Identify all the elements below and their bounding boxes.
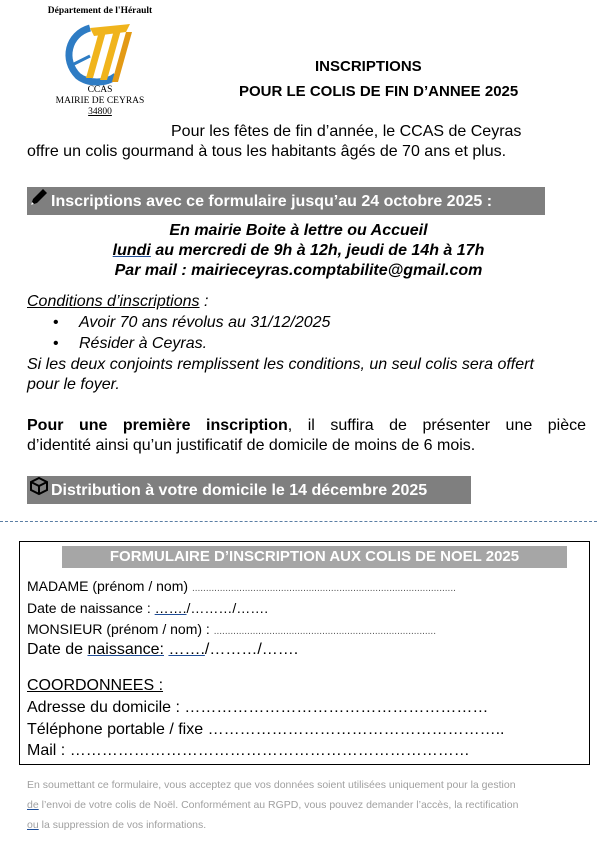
- contact-email: Par mail : mairieceyras.comptabilite@gmail.com: [114, 262, 483, 279]
- band1-text: Inscriptions avec ce formulaire jusqu’au 24 octobre 2025 :: [51, 193, 493, 211]
- distribution-band: [27, 476, 471, 504]
- title-line-1: INSCRIPTIONS: [315, 58, 422, 75]
- registration-form: [19, 541, 590, 765]
- intro-line-2: offre un colis gourmand à tous les habitants âgés de 70 ans et plus.: [27, 143, 507, 160]
- mail-field[interactable]: [27, 742, 470, 760]
- couple-line-2: pour le foyer.: [27, 376, 120, 393]
- madame-field[interactable]: [27, 578, 456, 594]
- rgpd-ou: ou: [27, 819, 39, 831]
- conditions-heading-text: Conditions d’inscriptions: [27, 293, 200, 310]
- coordinates-heading: COORDONNEES :: [27, 677, 164, 694]
- address-dots: …………………………………………………: [184, 699, 489, 716]
- logo-text: [40, 85, 160, 118]
- monsieur-label: MONSIEUR (prénom / nom) :: [27, 621, 210, 637]
- madame-dots: ...............................................................................................: [191, 583, 456, 594]
- package-icon: [29, 476, 51, 506]
- dob-madame-rest: /………/…….: [186, 600, 269, 616]
- logo-zip: 34800: [88, 107, 112, 117]
- rgpd-line-1: En soumettant ce formulaire, vous acceptez que vos données soient utilisées uniquement pour la gestion: [27, 779, 516, 791]
- contact-hours: au mercredi de 9h à 12h, jeudi de 14h à 17h: [150, 242, 485, 259]
- rgpd-line-3-rest: la suppression de vos informations.: [38, 819, 207, 831]
- contact-day: lundi: [112, 242, 151, 259]
- dob-monsieur-label-b: naissance:: [87, 641, 164, 658]
- cut-line: [0, 521, 597, 522]
- conditions-heading: [27, 292, 208, 312]
- contact-line-1: En mairie Boite à lettre ou Accueil: [169, 222, 428, 239]
- dob-madame-day: …….: [154, 600, 187, 616]
- rgpd-notice: [27, 775, 592, 835]
- mail-dots: …………………………………………………………………: [69, 742, 470, 759]
- mail-label: Mail :: [27, 742, 66, 759]
- first-registration-bold: Pour une première inscription: [27, 417, 288, 434]
- phone-dots: ………………………………………………..: [207, 721, 505, 738]
- dob-monsieur-field[interactable]: [27, 641, 298, 659]
- couple-line-1: Si les deux conjoints remplissent les conditions, un seul colis sera offert: [27, 356, 534, 373]
- dob-monsieur-rest: /………/…….: [204, 641, 299, 658]
- address-label: Adresse du domicile :: [27, 699, 180, 716]
- first-registration-line-1: [27, 416, 586, 436]
- address-field[interactable]: [27, 699, 488, 717]
- ccas-emblem-icon: [60, 20, 142, 86]
- condition-item: • Résider à Ceyras.: [27, 335, 330, 356]
- rgpd-line-2-rest: l’envoi de votre colis de Noël. Conformément au RGPD, vous pouvez demander l’accès, la rectification: [38, 799, 519, 811]
- rgpd-de: de: [27, 799, 39, 811]
- pen-icon: [29, 187, 51, 217]
- logo-mairie: MAIRIE DE CEYRAS: [55, 96, 145, 106]
- conditions-list: [27, 314, 330, 356]
- registration-deadline-band: [27, 187, 545, 215]
- dob-monsieur-day: …….: [168, 641, 205, 658]
- dob-monsieur-label-a: Date de: [27, 641, 88, 658]
- conditions-heading-suffix: :: [199, 293, 209, 310]
- rgpd-line-2: [27, 795, 592, 815]
- monsieur-dots: ................................................................................: [213, 626, 436, 637]
- condition-item: • Avoir 70 ans révolus au 31/12/2025: [27, 314, 330, 335]
- dob-madame-field[interactable]: [27, 600, 268, 616]
- contact-line-2: [0, 242, 597, 260]
- phone-label: Téléphone portable / fixe: [27, 721, 204, 738]
- ccas-logo: [40, 6, 160, 131]
- form-title: FORMULAIRE D’INSCRIPTION AUX COLIS DE NOEL 2025: [62, 546, 567, 568]
- first-registration-line-2: d’identité ainsi qu’un justificatif de domicile de moins de 6 mois.: [27, 437, 476, 454]
- rgpd-line-3: [27, 815, 592, 835]
- phone-field[interactable]: [27, 721, 504, 739]
- title-line-2: POUR LE COLIS DE FIN D’ANNEE 2025: [239, 83, 519, 100]
- logo-department: Département de l'Hérault: [47, 6, 153, 16]
- logo-ccas: CCAS: [87, 85, 113, 95]
- intro-line-1: Pour les fêtes de fin d’année, le CCAS de Ceyras: [171, 123, 522, 140]
- monsieur-field[interactable]: [27, 621, 436, 637]
- dob-madame-label: Date de naissance :: [27, 600, 151, 616]
- band2-text: Distribution à votre domicile le 14 décembre 2025: [51, 482, 428, 500]
- first-registration-rest: , il suffira de présenter une pièce: [287, 417, 587, 434]
- madame-label: MADAME (prénom / nom): [27, 578, 189, 594]
